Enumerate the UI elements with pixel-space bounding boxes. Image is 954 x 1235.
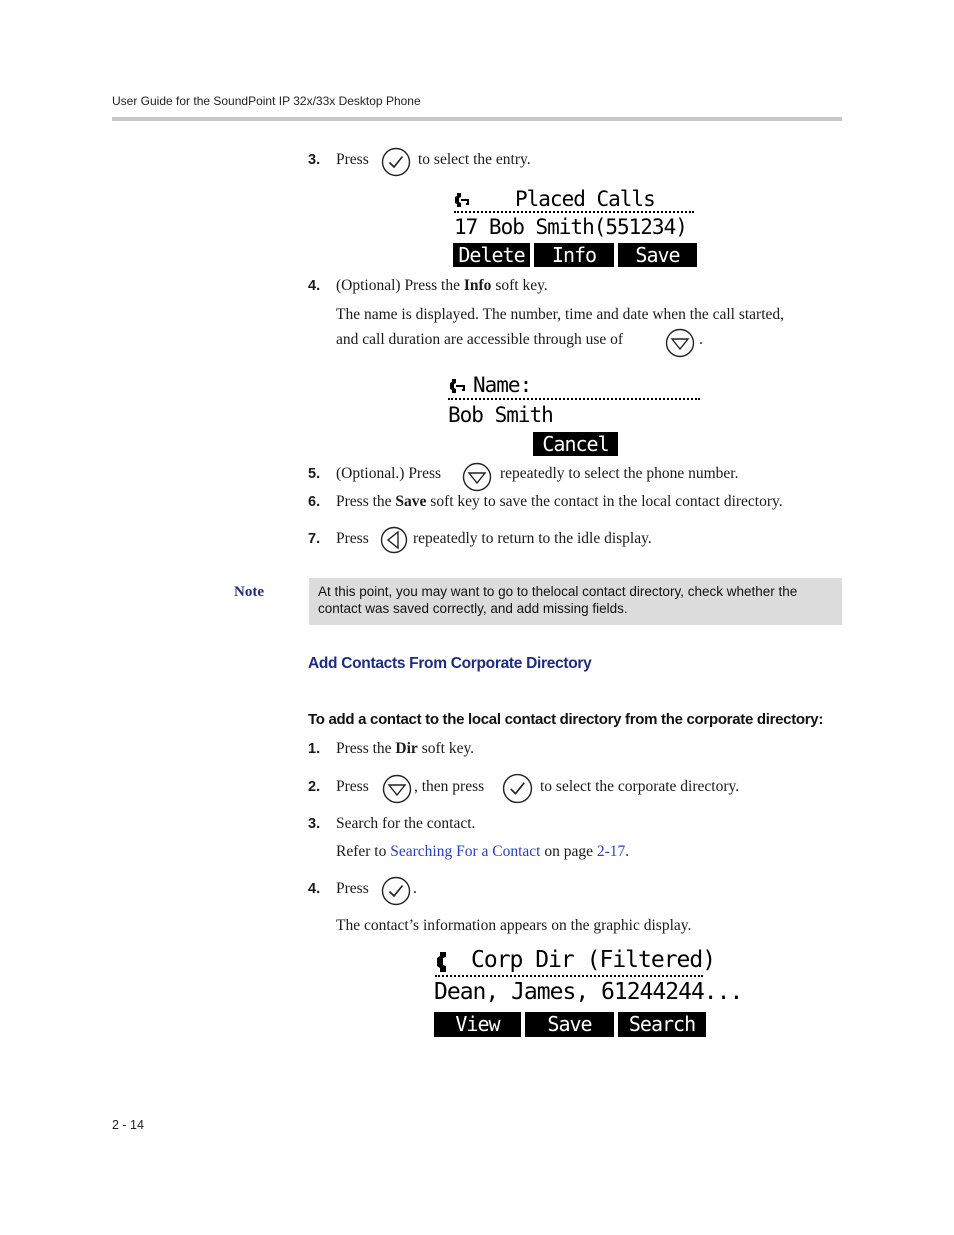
softkey-view[interactable]: View: [434, 1012, 521, 1037]
softkey-save[interactable]: Save: [618, 243, 697, 267]
screen-title: Name:: [473, 373, 532, 397]
step-number: 4.: [308, 881, 321, 897]
step-number: 1.: [308, 741, 321, 757]
softkey-delete[interactable]: Delete: [453, 243, 530, 267]
step-text: Press the Dir soft key.: [336, 740, 475, 757]
step-paragraph-line: The contact’s information appears on the graphic display.: [336, 917, 692, 934]
screen-title: Corp Dir (Filtered): [471, 947, 716, 973]
phone-screen-placed-calls: [450, 186, 700, 268]
screen-entry: 17 Bob Smith(551234): [454, 215, 687, 239]
step-text: Search for the contact.: [336, 815, 476, 832]
step-text: .: [413, 880, 417, 897]
handset-icon: [449, 377, 467, 397]
checkmark-circle-icon: [502, 773, 533, 804]
screen-entry: Dean, James, 61244244...: [434, 979, 743, 1005]
step-paragraph-line: and call duration are accessible through use of: [336, 331, 624, 348]
phone-screen-name: [445, 372, 705, 458]
down-arrow-circle-icon: [462, 462, 492, 492]
softkey-save[interactable]: Save: [525, 1012, 614, 1037]
page-number: 2 - 14: [112, 1118, 144, 1132]
step-number: 3.: [308, 152, 321, 168]
step-number: 6.: [308, 494, 321, 510]
step-text: to select the corporate directory.: [540, 778, 740, 795]
step-text: Press the Save soft key to save the contact in the local contact directory.: [336, 493, 783, 510]
screen-divider: [435, 975, 703, 977]
softkey-info[interactable]: Info: [534, 243, 614, 267]
down-arrow-circle-icon: [665, 328, 695, 358]
screen-title: Placed Calls: [515, 187, 655, 211]
step-number: 5.: [308, 466, 321, 482]
softkey-search[interactable]: Search: [618, 1012, 706, 1037]
step-number: 4.: [308, 278, 321, 294]
step-text: repeatedly to select the phone number.: [500, 465, 739, 482]
phone-screen-corp-dir: [431, 946, 743, 1040]
down-arrow-circle-icon: [382, 774, 412, 804]
step-text: Press: [336, 880, 369, 897]
section-heading: Add Contacts From Corporate Directory: [308, 655, 592, 672]
screen-divider: [448, 398, 700, 400]
step-paragraph-line: The name is displayed. The number, time and date when the call started,: [336, 306, 785, 323]
screen-entry: Bob Smith: [448, 403, 553, 427]
note-box: [309, 578, 842, 625]
step-number: 2.: [308, 779, 321, 795]
step-text: Press: [336, 530, 369, 547]
left-arrow-circle-icon: [380, 526, 408, 554]
procedure-heading: To add a contact to the local contact directory from the corporate directory:: [308, 711, 824, 728]
step-text: , then press: [414, 778, 485, 795]
step-text: repeatedly to return to the idle display.: [413, 530, 652, 547]
step-text: to select the entry.: [418, 151, 531, 168]
step-press-label: Press: [336, 151, 369, 168]
note-label: Note: [234, 584, 264, 600]
step-text: (Optional.) Press: [336, 465, 442, 482]
step-paragraph-end: .: [699, 331, 703, 348]
softkey-cancel[interactable]: Cancel: [533, 432, 618, 456]
step-text: Press: [336, 778, 369, 795]
handset-icon: [454, 191, 470, 211]
running-header: User Guide for the SoundPoint IP 32x/33x Desktop Phone: [112, 94, 421, 108]
step-number: 3.: [308, 816, 321, 832]
screen-divider: [454, 211, 694, 213]
header-rule: [112, 117, 842, 121]
link-searching-for-a-contact[interactable]: Searching For a Contact: [390, 843, 541, 860]
cross-reference: Refer to Searching For a Contact on page 2-17.: [336, 843, 630, 860]
checkmark-circle-icon: [381, 147, 411, 177]
checkmark-circle-icon: [381, 876, 411, 906]
step-number: 7.: [308, 531, 321, 547]
step-text: (Optional) Press the Info soft key.: [336, 277, 548, 294]
handset-icon: [434, 950, 454, 974]
note-text: At this point, you may want to go to thelocal contact directory, check whether the contact was saved correctly, and add missing fields.: [318, 584, 798, 616]
link-page-number[interactable]: 2-17: [596, 843, 626, 860]
